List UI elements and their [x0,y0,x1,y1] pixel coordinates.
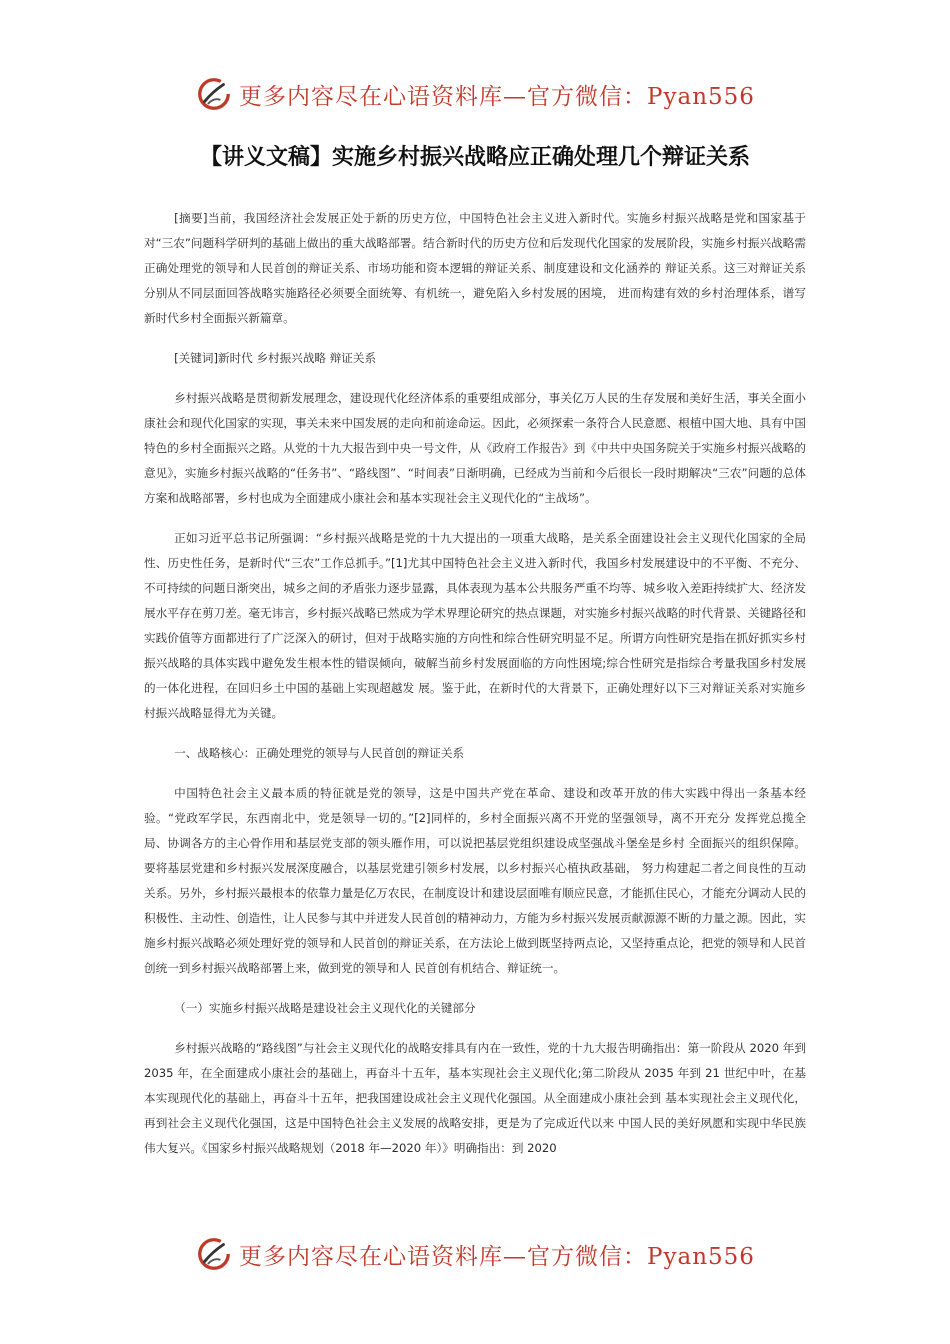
banner-text: 更多内容尽在心语资料库—官方微信：Pyan556 [239,1243,755,1270]
brush-circle-logo-icon [195,75,233,113]
abstract-paragraph: [摘要]当前，我国经济社会发展正处于新的历史方位，中国特色社会主义进入新时代。实施乡村振兴战略是党和国家基于对“三农”问题科学研判的基础上做出的重大战略部署。结合新时代的历史方位和后发现代化国家的发展阶段，实施乡村振兴战略需正确处理党的领导和人民首创的辩证关系、市场功能和资本逻辑的辩证关系、制度建设和文化涵养的 辩证关系。这三对辩证关系分别从不同层面回答战略实施路径必须要全面统筹、有机统一，避免陷入乡村发展的困境， 进而构建有效的乡村治理体系，谱写新时代乡村全面振兴新篇章。 [144,211,806,325]
header-banner [0,72,950,116]
body-paragraph: 乡村振兴战略是贯彻新发展理念，建设现代化经济体系的重要组成部分，事关亿万人民的生存发展和美好生活，事关全面小康社会和现代化国家的实现，事关未来中国发展的走向和前途命运。因此，必须探索一条符合人民意愿、根植中国大地、具有中国特色的乡村全面振兴之路。从党的十九大报告到中央一号文件，从《政府工作报告》到《中共中央国务院关于实施乡村振兴战略的意见》，实施乡村振兴战略的“任务书”、“路线图”、“时间表”日渐明确，已经成为当前和今后很长一段时期解决“三农”问题的总体方案和战略部署，乡村也成为全面建成小康社会和基本实现社会主义现代化的“主战场”。 [144,391,806,505]
keywords-paragraph: [关键词]新时代 乡村振兴战略 辩证关系 [174,351,377,365]
section-heading: 一、战略核心：正确处理党的领导与人民首创的辩证关系 [174,746,465,760]
banner-text: 更多内容尽在心语资料库—官方微信：Pyan556 [239,83,755,110]
body-paragraph: 中国特色社会主义最本质的特征就是党的领导，这是中国共产党在革命、建设和改革开放的伟大实践中得出一条基本经验。“党政军学民，东西南北中，党是领导一切的。”[2]同样的，乡村全面振兴离不开党的坚强领导，离不开充分 发挥党总揽全局、协调各方的主心骨作用和基层党支部的领头雁作用，可以说把基层党组织建设成坚强战斗堡垒是乡村 全面振兴的组织保障。要将基层党建和乡村振兴发展深度融合，以基层党建引领乡村发展，以乡村振兴心植执政基础， 努力构建起二者之间良性的互动关系。另外，乡村振兴最根本的依靠力量是亿万农民，在制度设计和建设层面唯有顺应民意，才能抓住民心，才能充分调动人民的积极性、主动性、创造性，让人民参与其中并迸发人民首创的精神动力，方能为乡村振兴发展贡献源源不断的力量之源。因此，实施乡村振兴战略必须处理好党的领导和人民首创的辩证关系，在方法论上做到既坚持两点论，又坚持重点论，把党的领导和人民首创统一到乡村振兴战略部署上来，做到党的领导和人 民首创有机结合、辩证统一。 [144,786,806,975]
body-paragraph: 乡村振兴战略的“路线图”与社会主义现代化的战略安排具有内在一致性，党的十九大报告明确指出：第一阶段从 2020 年到 2035 年，在全面建成小康社会的基础上，再奋斗十五年，基本实现社会主义现代化;第二阶段从 2035 年到 21 世纪中叶，在基本实现现代化的基础上，再奋斗十五年，把我国建设成社会主义现代化强国。从全面建成小康社会到 基本实现社会主义现代化，再到社会主义现代化强国，这是中国特色社会主义发展的战略安排，更是为了完成近代以来 中国人民的美好夙愿和实现中华民族伟大复兴。《国家乡村振兴战略规划（2018 年—2020 年）》明确指出：到 2020 [144,1041,806,1155]
body-paragraph: 正如习近平总书记所强调：“乡村振兴战略是党的十九大提出的一项重大战略，是关系全面建设社会主义现代化国家的全局性、历史性任务，是新时代“三农”工作总抓手。”[1]尤其中国特色社会主义进入新时代，我国乡村发展建设中的不平衡、不充分、不可持续的问题日渐突出，城乡之间的矛盾张力逐步显露，具体表现为基本公共服务严重不均等、城乡收入差距持续扩大、经济发展水平存在剪刀差。毫无讳言，乡村振兴战略已然成为学术界理论研究的热点课题，对实施乡村振兴战略的时代背景、关键路径和实践价值等方面都进行了广泛深入的研讨，但对于战略实施的方向性和综合性研究明显不足。所谓方向性研究是指在抓好抓实乡村振兴战略的具体实践中避免发生根本性的错误倾向，破解当前乡村发展面临的方向性困境;综合性研究是指综合考量我国乡村发展的一体化进程，在回归乡土中国的基础上实现超越发 展。鉴于此，在新时代的大背景下，正确处理好以下三对辩证关系对实施乡村振兴战略显得尤为关键。 [144,531,806,720]
subsection-heading: （一）实施乡村振兴战略是建设社会主义现代化的关键部分 [174,1001,476,1015]
footer-banner [0,1232,950,1276]
document-body [144,206,806,1176]
document-title: 【讲义文稿】实施乡村振兴战略应正确处理几个辩证关系 [199,145,750,170]
brush-circle-logo-icon [195,1235,233,1273]
